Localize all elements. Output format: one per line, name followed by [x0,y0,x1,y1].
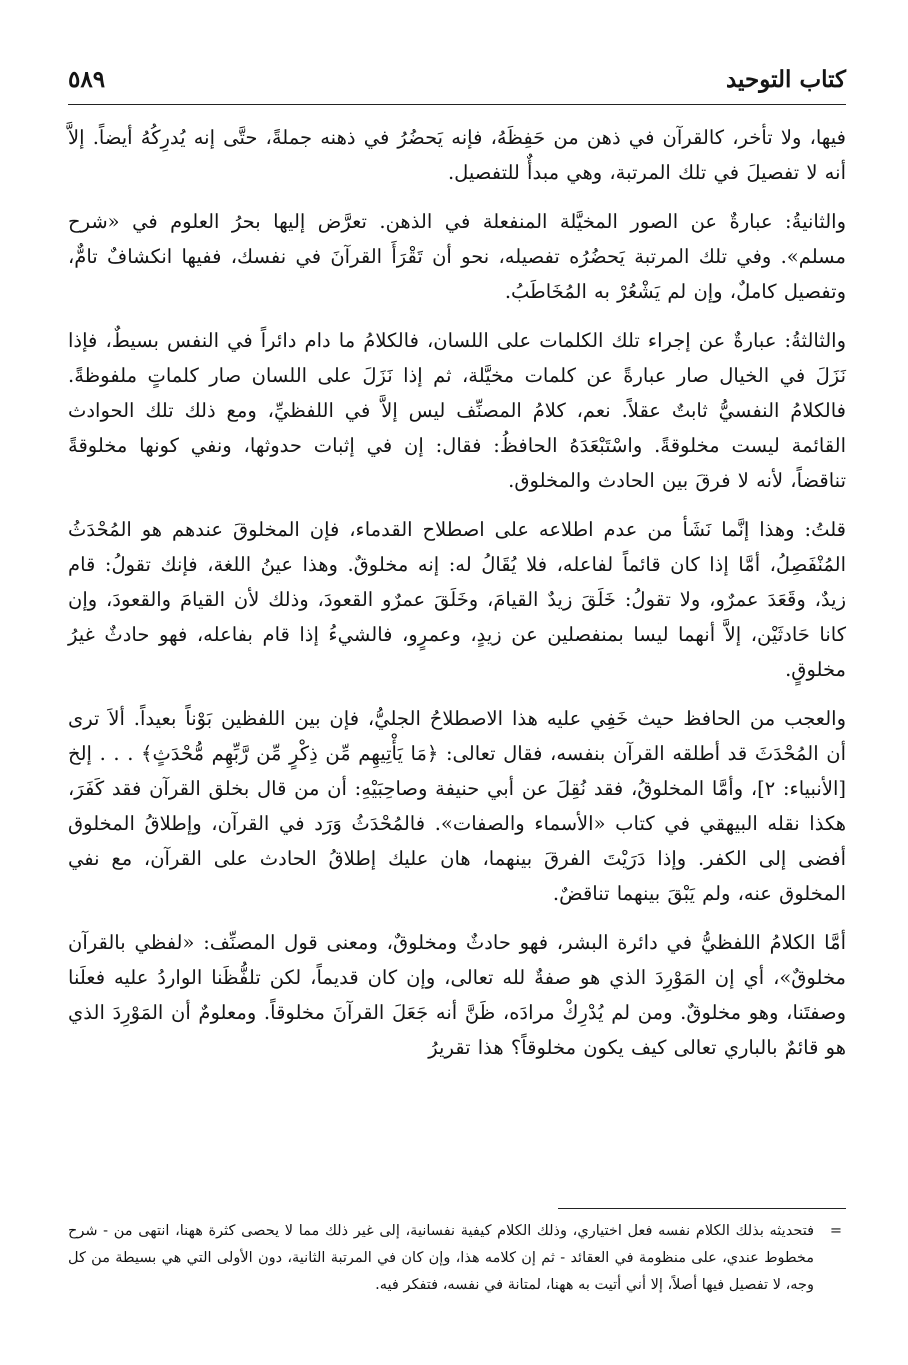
paragraph: فيها، ولا تأخر، كالقرآن في ذهن من حَفِظَهُ، فإنه يَحضُرُ في ذهنه جملةً، حتَّى إنه يُدرِكُهُ أيضاً. إلاَّ أنه لا تفصيلَ في تلك المرتبة، وهي مبدأٌ للتفصيل. [68,126,846,184]
main-text [68,120,846,1079]
paragraph: قلتُ: وهذا إنَّما نَشَأ من عدم اطلاعه على اصطلاح القدماء، فإن المخلوقَ عندهم هو المُحْدَثُ المُنْفَصِلُ، أمَّا إذا كان قائماً لفاعله، فلا يُقَالُ له: إنه مخلوقٌ. وهذا عينُ اللغة، فإنك تقولُ: قام زيدٌ، وقَعَدَ عمرٌو، ولا تقولُ: خَلَقَ زيدٌ القيامَ، وخَلَقَ عمرٌو القعودَ، وذلك لأن القيامَ والقعودَ، وإن كانا حَادثَيْن، إلاَّ أنهما ليسا بمنفصلين عن زيدٍ، وعمرٍو، فالشيءُ إذا قام بفاعله، فهو حادثٌ غيرُ مخلوقٍ. [68,518,846,681]
footnote [68,1218,846,1299]
footnote-separator [558,1208,846,1209]
paragraph: والثالثةُ: عبارةٌ عن إجراء تلك الكلمات على اللسان، فالكلامُ ما دام دائراً في النفس بسيطٌ، فإذا نَزَلَ في الخيال صار عبارةً عن كلمات مخيَّلة، ثم إذا نَزَلَ على اللسان صار كلماتٍ ملفوظةً. فالكلامُ النفسيُّ ثابتٌ عقلاً. نعم، كلامُ المصنِّف ليس إلاَّ في اللفظيِّ، ومع ذلك تلك الحوادث القائمة ليست مخلوقةً. واسْتَبْعَدَهُ الحافظُ: فقال: إن في إثبات حدوثها، ونفي كونها مخلوقةً تناقضاً، لأنه لا فرقَ بين الحادث والمخلوق. [68,329,846,492]
paragraph: أمَّا الكلامُ اللفظيُّ في دائرة البشر، فهو حادثٌ ومخلوقٌ، ومعنى قول المصنِّف: «لفظي بالقرآن مخلوقٌ»، أي إن المَوْرِدَ الذي هو صفةٌ لله تعالى، وإن كان قديماً، لكن تلفُّظَنا الواردُ عليه فعلَنا وصفتَنا، وهو مخلوقٌ. ومن لم يُدْرِكْ مرادَه، ظَنَّ أنه جَعَلَ القرآنَ مخلوقاً. ومعلومٌ أن المَوْرِدَ الذي هو قائمٌ بالباري تعالى كيف يكون مخلوقاً؟ هذا تقريرُ [68,931,846,1059]
paragraph: والعجب من الحافظ حيث خَفِي عليه هذا الاصطلاحُ الجليُّ، فإن بين اللفظين بَوْناً بعيداً. ألاَ ترى أن المُحْدَثَ قد أطلقه القرآن بنفسه، فقال تعالى: ﴿مَا يَأْتِيهِم مِّن ذِكْرٍ مِّن رَّبِّهِم مُّحْدَثٍ﴾ . . . إلخ [الأنبياء: ٢]، وأمَّا المخلوقُ، فقد نُقِلَ عن أبي حنيفة وصاحِبَيْهِ: أن من قال بخلق القرآن فقد كَفَرَ، هكذا نقله البيهقي في كتاب «الأسماء والصفات». فالمُحْدَثُ وَرَد في القرآن، وإطلاقُ المخلوق أفضى إلى الكفر. وإذا دَرَيْتَ الفرقَ بينهما، هان عليك إطلاقُ الحادث على القرآن، مع نفي المخلوق عنه، ولم يَبْقَ بينهما تناقضٌ. [68,707,846,905]
paragraph: والثانيةُ: عبارةٌ عن الصور المخيَّلة المنفعلة في الذهن. تعرَّض إليها بحرُ العلوم في «شرح مسلم». وفي تلك المرتبة يَحضُرُه تفصيله، نحو أن تَقْرَأَ القرآنَ في نفسك، ففيها انكشافٌ تامٌّ، وتفصيل كاملٌ، وإن لم يَشْعُرْ به المُخَاطَبُ. [68,210,846,303]
footnote-continuation-mark: = [829,1223,843,1239]
page-number: ٥٨٩ [68,66,106,93]
footnote-text: فتحديثه بذلك الكلام نفسه فعل اختياري، وذلك الكلام كيفية نفسانية، إلى غير ذلك مما لا يحصى كثرة ههنا، انتهى من - شرح مخطوط عندي، على منظومة في العقائد - ثم إن كلامه هذا، وإن كان في المرتبة الثانية، دون الأولى التي هي بسيطة من كل وجه، لا تفصيل فيها أصلاً، إلا أني أتيت به ههنا، لمتانة في نفسه، فتفكر فيه. [68,1223,814,1293]
page-header [68,54,846,105]
running-title: كتاب التوحيد [725,66,846,93]
